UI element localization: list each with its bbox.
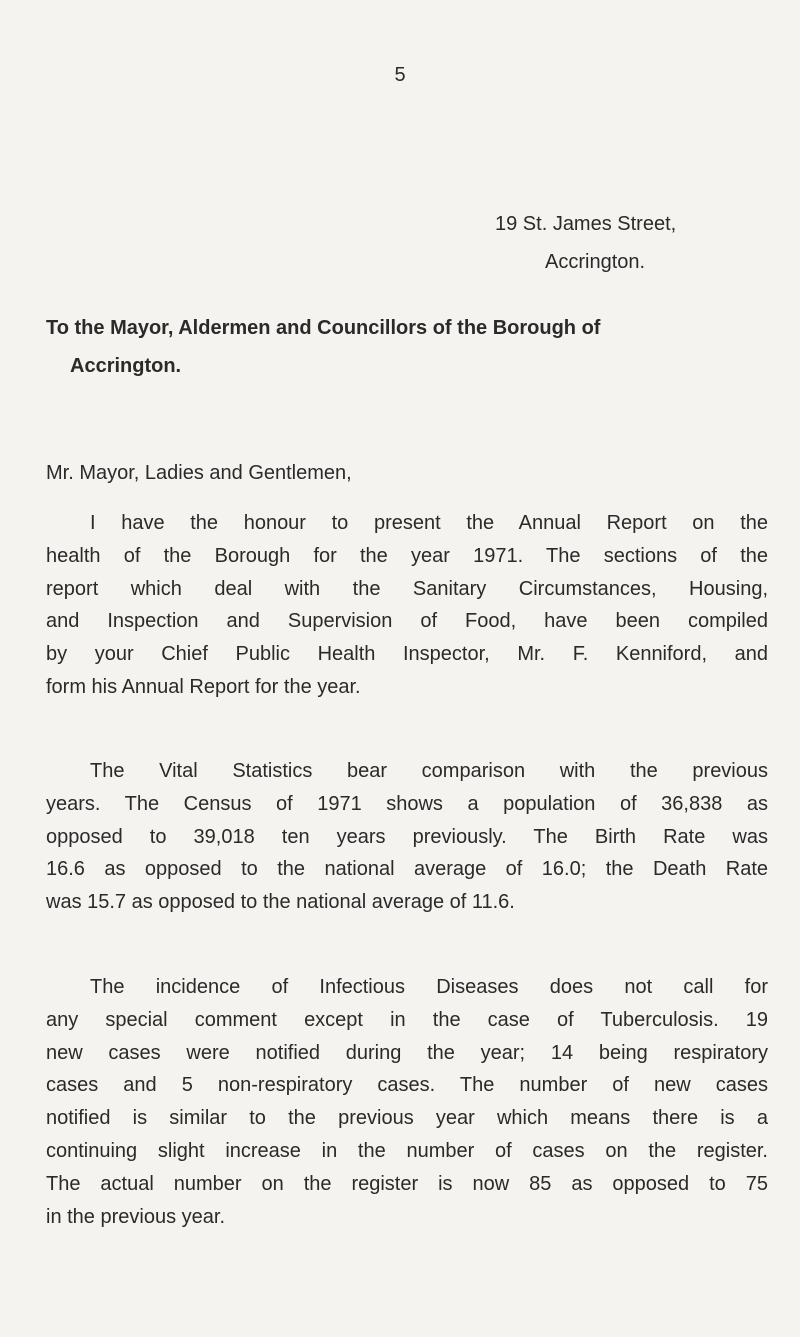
paragraph-line: was 15.7 as opposed to the national average of 11.6. [46, 891, 515, 914]
addressee [46, 309, 766, 385]
paragraph-line: and Inspection and Supervision of Food, have been compiled [46, 610, 768, 633]
paragraph-line: cases and 5 non-respiratory cases. The number of new cases [46, 1074, 768, 1097]
paragraph-line: health of the Borough for the year 1971. The sections of the [46, 544, 768, 567]
paragraph-line: opposed to 39,018 ten years previously. The Birth Rate was [46, 825, 768, 848]
paragraph-line: in the previous year. [46, 1205, 225, 1228]
addressee-line-2: Accrington. [70, 355, 182, 377]
paragraph-line: new cases were notified during the year; 14 being respiratory [46, 1041, 768, 1064]
address-line-2: Accrington. [545, 251, 646, 273]
paragraph-line: report which deal with the Sanitary Circumstances, Housing, [46, 577, 768, 600]
paragraph-line: 16.6 as opposed to the national average of 16.0; the Death Rate [46, 858, 768, 881]
address-line-1: 19 St. James Street, [495, 213, 677, 235]
paragraph-line: The incidence of Infectious Diseases does not call for [90, 976, 768, 998]
paragraph-line: continuing slight increase in the number of cases on the register. [46, 1139, 768, 1162]
addressee-line-1: To the Mayor, Aldermen and Councillors of the Borough of [46, 317, 601, 339]
sender-address [495, 205, 676, 281]
paragraph-line: notified is similar to the previous year which means there is a [46, 1107, 768, 1130]
paragraph-infectious-diseases [46, 971, 768, 1233]
paragraph-line: years. The Census of 1971 shows a population of 36,838 as [46, 792, 768, 815]
paragraph-line: form his Annual Report for the year. [46, 675, 361, 698]
paragraph-vital-statistics [46, 755, 768, 919]
paragraph-line: The actual number on the register is now 85 as opposed to 75 [46, 1172, 768, 1195]
paragraph-line: by your Chief Public Health Inspector, Mr. F. Kenniford, and [46, 643, 768, 666]
paragraph-report-introduction [46, 507, 768, 704]
salutation: Mr. Mayor, Ladies and Gentlemen, [46, 462, 352, 484]
page-number: 5 [394, 64, 406, 86]
paragraph-line: any special comment except in the case of Tuberculosis. 19 [46, 1008, 768, 1031]
paragraph-line: I have the honour to present the Annual Report on the [90, 512, 768, 534]
paragraph-line: The Vital Statistics bear comparison with the previous [90, 760, 768, 782]
